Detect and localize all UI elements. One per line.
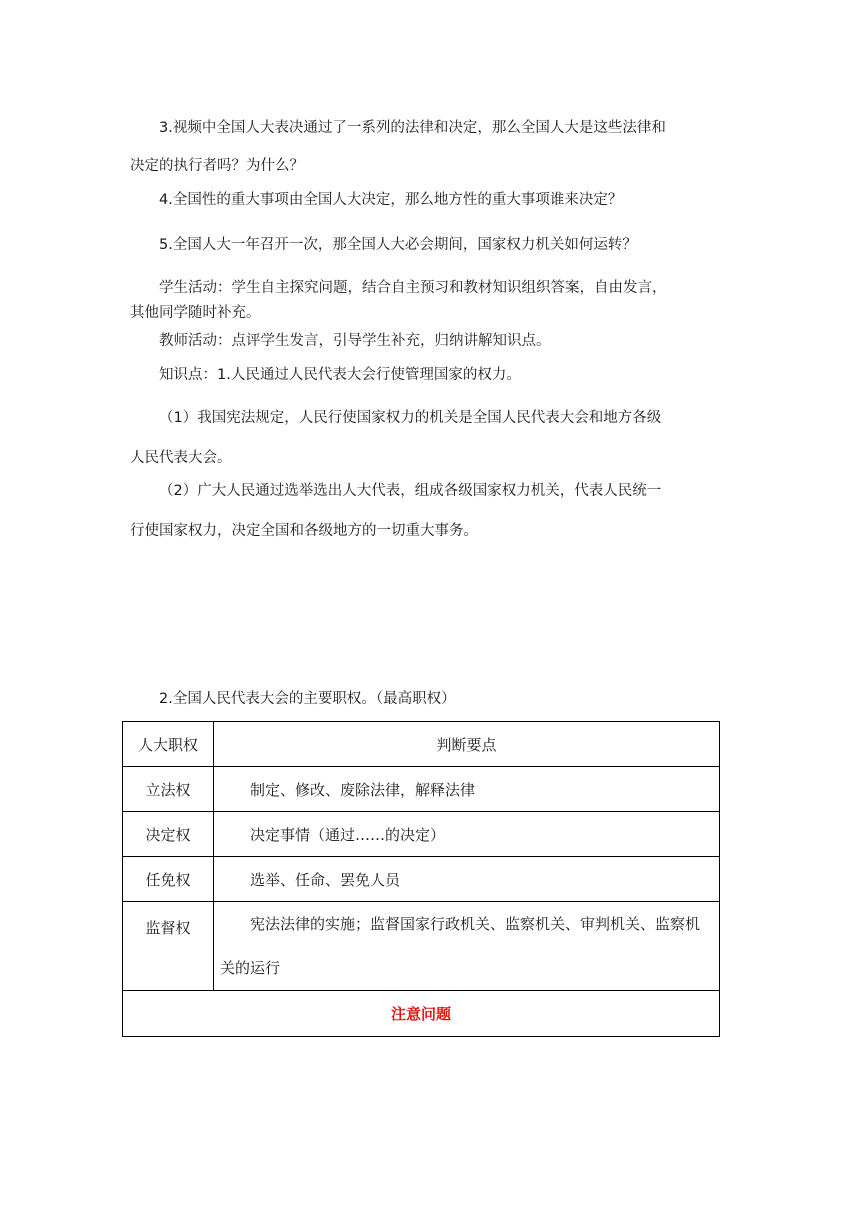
point-cell	[214, 902, 720, 991]
question-3-line-2: 决定的执行者吗？为什么？	[130, 158, 304, 174]
table-row	[123, 857, 720, 902]
knowledge-1-line-2: 人民代表大会。	[130, 450, 232, 466]
power-cell: 立法权	[123, 767, 214, 812]
knowledge-2-line-1: （2）广大人民通过选举选出人大代表，组成各级国家权力机关，代表人民统一	[159, 483, 662, 499]
npc-powers-table	[122, 721, 720, 1037]
point-cell: 制定、修改、废除法律，解释法律	[214, 767, 720, 812]
header-power: 人大职权	[123, 722, 214, 767]
power-cell: 任免权	[123, 857, 214, 902]
table-row	[123, 812, 720, 857]
knowledge-1-line-1: （1）我国宪法规定，人民行使国家权力的机关是全国人民代表大会和地方各级	[159, 410, 662, 426]
point-text: 宪法法律的实施；监督国家行政机关、监察机关、审判机关、监察机关的运行	[220, 915, 701, 977]
note-cell: 注意问题	[123, 991, 720, 1037]
question-3-line-1: 3.视频中全国人大表决通过了一系列的法律和决定，那么全国人大是这些法律和	[159, 120, 666, 136]
section-2-heading: 2.全国人民代表大会的主要职权。（最高职权）	[159, 691, 456, 707]
student-activity-line-1: 学生活动：学生自主探究问题，结合自主预习和教材知识组织答案，自由发言，	[159, 280, 667, 296]
table-header-row	[123, 722, 720, 767]
power-cell: 监督权	[123, 902, 214, 991]
knowledge-point: 知识点：1.人民通过人民代表大会行使管理国家的权力。	[159, 367, 521, 383]
knowledge-2-line-2: 行使国家权力，决定全国和各级地方的一切重大事务。	[130, 523, 478, 539]
point-cell: 决定事情（通过……的决定）	[214, 812, 720, 857]
table-row	[123, 767, 720, 812]
student-activity-line-2: 其他同学随时补充。	[130, 305, 261, 321]
power-cell: 决定权	[123, 812, 214, 857]
table-row	[123, 902, 720, 991]
header-point: 判断要点	[214, 722, 720, 767]
question-5: 5.全国人大一年召开一次，那全国人大必会期间，国家权力机关如何运转？	[159, 237, 637, 253]
question-4: 4.全国性的重大事项由全国人大决定，那么地方性的重大事项谁来决定？	[159, 192, 623, 208]
point-cell: 选举、任命、罢免人员	[214, 857, 720, 902]
teacher-activity: 教师活动：点评学生发言，引导学生补充，归纳讲解知识点。	[159, 333, 551, 349]
table-note-row	[123, 991, 720, 1037]
